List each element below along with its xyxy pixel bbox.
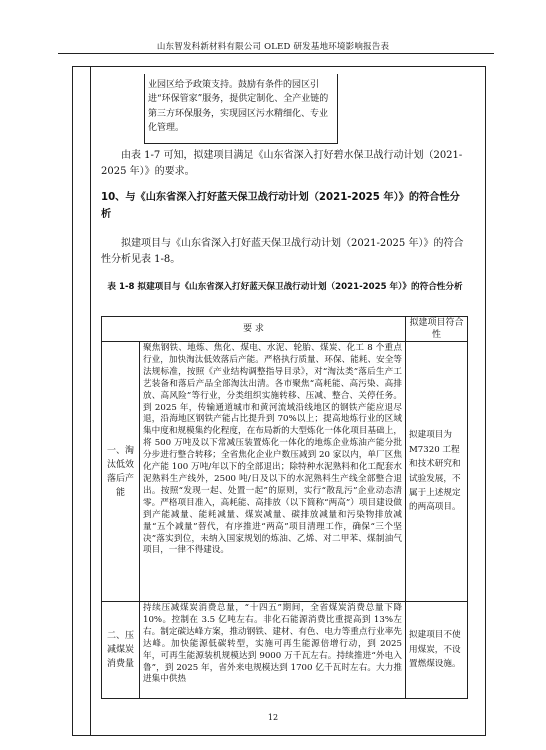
row-conformity: 拟建项目不使用煤炭，不设置燃煤设施。 <box>406 602 468 699</box>
outer-table-left-column <box>90 67 91 735</box>
row-requirement: 持续压减煤炭消费总量，“十四五”期间，全省煤炭消费总量下降 10%。控制在 3.5 亿吨左右。非化石能源消费比重提高到 13%左右。制定碳达峰方案，推动钢铁、建材、有色、电力等重点行业率先达峰。加快能源低碳转型，实施可再生能源倍增行动，到 2025 年，可再生能源装机规模达到 9000 万千瓦左右。持续推进“外电入鲁”，到 2025 年，省外来电规模达到 1700 亿千瓦时左右。大力推进集中供热 <box>140 602 406 699</box>
paragraph-table-1-7-conclusion: 由表 1-7 可知，拟建项目满足《山东省深入打好碧水保卫战行动计划（2021-2025 年）》的要求。 <box>101 150 463 177</box>
table-row <box>102 602 468 699</box>
table-header-row <box>102 317 468 342</box>
table-1-8 <box>101 316 468 699</box>
row-requirement: 聚焦钢铁、地炼、焦化、煤电、水泥、轮胎、煤炭、化工 8 个重点行业，加快淘汰低效落后产能。严格执行质量、环保、能耗、安全等法规标准，按照《产业结构调整指导目录》，对“淘汰类”落后生产工艺装备和落后产品全部淘汰出清。各市聚焦“高耗能、高污染、高排放、高风险”等行业，分类组织实施转移、压减、整合、关停任务。到 2025 年，传输通道城市和黄河流域沿线地区的钢铁产能应退尽退，沿海地区钢铁产能占比提升到 70%以上；提高地炼行业的区域集中度和规模集约化程度，在布局新的大型炼化一体化项目基础上，将 500 万吨及以下常减压装置炼化一体化的地炼企业炼油产能分批分步进行整合转移；全省焦化企业户数压减到 20 家以内，单厂区焦化产能 100 万吨/年以下的全部退出；除特种水泥熟料和化工配套水泥熟料生产线外，2500 吨/日及以下的水泥熟料生产线全部整合退出。按照“发现一起、处置一起”的原则，实行“散乱污”企业动态清零。严格项目准入，高耗能、高排放（以下简称“两高”）项目建设做到产能减量、能耗减量、煤炭减量、碳排放减量和污染物排放减量“五个减量”替代，有序推进“两高”项目清理工作，确保“三个坚决”落实到位，未纳入国家规划的炼油、乙烯、对二甲苯、煤制油气项目，一律不得建设。 <box>140 342 406 602</box>
previous-table-cell-text: 业园区给予政策支持。鼓励有条件的园区引进“环保管家”服务，提供定制化、全产业链的第三方环保服务，实现园区污水精细化、专业化管理。 <box>148 80 329 134</box>
page-number: 12 <box>267 713 279 722</box>
header-conformity: 拟建项目符合性 <box>406 317 468 342</box>
row-conformity: 拟建项目为 M7320 工程和技术研究和试验发展，不属于上述规定的两高项目。 <box>406 342 468 602</box>
section-10-heading: 10、与《山东省深入打好蓝天保卫战行动计划（2021-2025 年）》的符合性分析 <box>101 192 460 220</box>
header-rule <box>58 53 494 54</box>
table-row <box>102 342 468 602</box>
row-category: 一、淘汰低效落后产能 <box>102 342 140 602</box>
row-category: 二、压减煤炭消费量 <box>102 602 140 699</box>
table-1-8-caption: 表 1-8 拟建项目与《山东省深入打好蓝天保卫战行动计划（2021-2025 年）》的符合性分析 <box>107 282 463 292</box>
page-header: 山东智发科新材料有限公司 OLED 研发基地环境影响报告表 <box>156 42 390 52</box>
paragraph-table-1-8-intro: 拟建项目与《山东省深入打好蓝天保卫战行动计划（2021-2025 年）》的符合性分析见表 1-8。 <box>101 238 464 265</box>
header-requirement: 要 求 <box>102 317 406 342</box>
